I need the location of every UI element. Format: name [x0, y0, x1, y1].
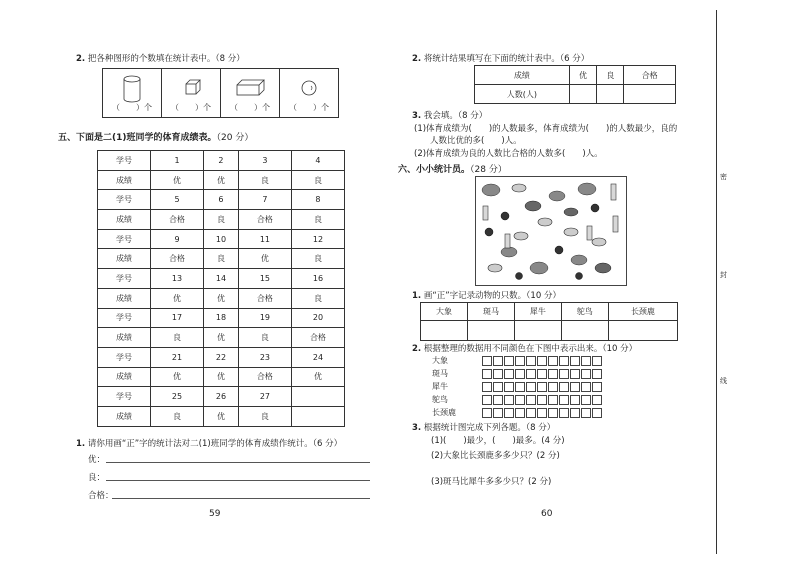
- table-row: [98, 387, 345, 407]
- row-label: 成绩: [98, 288, 151, 308]
- bar-grid-cell[interactable]: [570, 408, 580, 418]
- bar-grid-cell[interactable]: [526, 408, 536, 418]
- bar-grid-cell[interactable]: [515, 395, 525, 405]
- row-label: 学号: [98, 190, 151, 210]
- table-cell: 4: [291, 151, 344, 171]
- bar-grid-cell[interactable]: [493, 408, 503, 418]
- q1-heading: 1. 请你用画“正”字的统计法对二(1)班同学的体育成绩作统计。（6 分）: [76, 439, 343, 449]
- table-cell: 13: [151, 269, 204, 289]
- table-cell: 17: [151, 308, 204, 328]
- section6-heading: 六、小小统计员。（28 分）: [398, 165, 507, 175]
- table-cell: 优: [151, 170, 204, 190]
- row-label: 成绩: [98, 170, 151, 190]
- row-label: 学号: [98, 308, 151, 328]
- bar-grid-cell[interactable]: [537, 395, 547, 405]
- bar-grid-cell[interactable]: [592, 369, 602, 379]
- table-cell: 11: [238, 229, 291, 249]
- binding-char: 密: [720, 173, 727, 181]
- bar-grid-cell[interactable]: [504, 382, 514, 392]
- table-row: [98, 190, 345, 210]
- results-table: [474, 65, 676, 104]
- table-cell: 优: [204, 288, 239, 308]
- bar-grid-cell[interactable]: [559, 395, 569, 405]
- table-cell: 9: [151, 229, 204, 249]
- table-cell: 6: [204, 190, 239, 210]
- table-cell: 优: [204, 367, 239, 387]
- bar-grid-cell[interactable]: [581, 382, 591, 392]
- table-cell: 2: [204, 151, 239, 171]
- bar-grid-cell[interactable]: [515, 382, 525, 392]
- cylinder-count-blank[interactable]: （ ）个: [112, 103, 152, 112]
- table-cell: 优: [151, 367, 204, 387]
- tally-blank[interactable]: [561, 321, 608, 341]
- r-q3-line2: (2)体育成绩为良的人数比合格的人数多( )人。: [414, 149, 603, 159]
- table-cell: 良: [204, 210, 239, 230]
- bar-grid-row: [432, 368, 603, 381]
- table-row: [98, 406, 345, 426]
- table-row: [98, 347, 345, 367]
- bar-grid-cell[interactable]: [548, 395, 558, 405]
- bar-grid-cell[interactable]: [504, 408, 514, 418]
- table-cell: [291, 387, 344, 407]
- table-cell: 合格: [151, 210, 204, 230]
- shapes-table: [102, 68, 338, 118]
- table-cell: 合格: [291, 328, 344, 348]
- bar-grid-cell[interactable]: [504, 369, 514, 379]
- table-cell: 优: [238, 249, 291, 269]
- bar-grid-cell[interactable]: [526, 382, 536, 392]
- r-q2b-heading: 2. 根据整理的数据用不同颜色在下图中表示出来。（10 分）: [412, 344, 638, 354]
- bar-grid-cell[interactable]: [559, 369, 569, 379]
- binding-char: 线: [720, 377, 727, 385]
- r-q3-line1: (1)体育成绩为( )的人数最多，体育成绩为( )的人数最少，良的: [414, 124, 678, 134]
- table-cell: 合格: [238, 367, 291, 387]
- cuboid-count-blank[interactable]: （ ）个: [230, 103, 270, 112]
- bar-grid-cell[interactable]: [581, 395, 591, 405]
- grades-table: [97, 150, 345, 427]
- bar-grid-cell[interactable]: [581, 369, 591, 379]
- bar-grid-cell[interactable]: [493, 369, 503, 379]
- bar-grid-row: [432, 407, 603, 420]
- table-cell: 良: [204, 249, 239, 269]
- bar-grid-cell[interactable]: [482, 356, 492, 366]
- table-cell: 合格: [151, 249, 204, 269]
- tally-blank[interactable]: [514, 321, 561, 341]
- bar-grid-cell[interactable]: [526, 356, 536, 366]
- results-blank[interactable]: [597, 85, 624, 104]
- tally-line-you[interactable]: [106, 462, 370, 463]
- table-cell: 8: [291, 190, 344, 210]
- table-cell: 优: [151, 288, 204, 308]
- table-cell: 26: [204, 387, 239, 407]
- sphere-count-blank[interactable]: （ ）个: [289, 103, 329, 112]
- table-cell: 12: [291, 229, 344, 249]
- table-row: [98, 170, 345, 190]
- table-row: [98, 288, 345, 308]
- row-label: 学号: [98, 387, 151, 407]
- row-label: 学号: [98, 269, 151, 289]
- bar-grid: [432, 355, 603, 420]
- results-header: 优: [569, 66, 596, 85]
- table-cell: 良: [291, 249, 344, 269]
- bar-grid-cell[interactable]: [548, 369, 558, 379]
- sphere-cell: [279, 68, 339, 118]
- bar-grid-cell[interactable]: [537, 382, 547, 392]
- table-cell: 优: [291, 367, 344, 387]
- row-label: 学号: [98, 229, 151, 249]
- table-cell: 良: [151, 406, 204, 426]
- table-row: [98, 328, 345, 348]
- table-cell: 5: [151, 190, 204, 210]
- animal-tally-table: [420, 302, 678, 341]
- row-label: 学号: [98, 347, 151, 367]
- bar-grid-label: 鸵鸟: [432, 395, 448, 404]
- page-number-right: 60: [541, 509, 553, 519]
- bar-grid-cell[interactable]: [548, 408, 558, 418]
- table-cell: 18: [204, 308, 239, 328]
- bar-grid-cell[interactable]: [559, 408, 569, 418]
- bar-grid-row: [432, 381, 603, 394]
- table-cell: 良: [238, 406, 291, 426]
- r-q3-heading: 3. 我会填。（8 分）: [412, 111, 488, 121]
- bar-grid-row: [432, 355, 603, 368]
- section5-heading: 五、下面是二(1)班同学的体育成绩表。（20 分）: [58, 133, 254, 143]
- r-q1-heading: 1. 画“正”字记录动物的只数。（10 分）: [412, 291, 561, 301]
- bar-grid-cell[interactable]: [548, 382, 558, 392]
- bar-grid-cell[interactable]: [493, 356, 503, 366]
- animal-header: 犀牛: [514, 303, 561, 321]
- table-row: [98, 308, 345, 328]
- tally-blank[interactable]: [421, 321, 468, 341]
- bar-grid-label: 犀牛: [432, 382, 448, 391]
- bar-grid-cell[interactable]: [526, 369, 536, 379]
- row-label: 成绩: [98, 406, 151, 426]
- bar-grid-cell[interactable]: [559, 382, 569, 392]
- table-cell: 良: [291, 170, 344, 190]
- bar-grid-cell[interactable]: [570, 395, 580, 405]
- tally-blank[interactable]: [608, 321, 677, 341]
- binding-line: [716, 10, 717, 554]
- table-cell: 良: [238, 170, 291, 190]
- cylinder-cell: [102, 68, 162, 118]
- r-q2-heading: 2. 将统计结果填写在下面的统计表中。（6 分）: [412, 54, 590, 64]
- table-cell: [291, 406, 344, 426]
- table-cell: 良: [291, 288, 344, 308]
- table-cell: 15: [238, 269, 291, 289]
- row-label: 成绩: [98, 210, 151, 230]
- q2-heading: 2. 把各种图形的个数填在统计表中。（8 分）: [76, 54, 245, 64]
- bar-grid-cell[interactable]: [570, 369, 580, 379]
- table-cell: 24: [291, 347, 344, 367]
- row-label: 成绩: [98, 367, 151, 387]
- table-cell: 10: [204, 229, 239, 249]
- bar-grid-cell[interactable]: [493, 395, 503, 405]
- bar-grid-cell[interactable]: [526, 395, 536, 405]
- bar-grid-cell[interactable]: [504, 395, 514, 405]
- page-number-left: 59: [209, 509, 221, 519]
- table-row: [98, 269, 345, 289]
- bar-grid-cell[interactable]: [537, 369, 547, 379]
- bar-grid-cell[interactable]: [504, 356, 514, 366]
- table-row: [98, 151, 345, 171]
- table-row: [98, 367, 345, 387]
- table-cell: 1: [151, 151, 204, 171]
- bar-grid-cell[interactable]: [482, 369, 492, 379]
- table-cell: 25: [151, 387, 204, 407]
- table-cell: 20: [291, 308, 344, 328]
- bar-grid-cell[interactable]: [570, 356, 580, 366]
- tally-blank[interactable]: [467, 321, 514, 341]
- table-cell: 合格: [238, 288, 291, 308]
- table-cell: 14: [204, 269, 239, 289]
- animal-header: 长颈鹿: [608, 303, 677, 321]
- cuboid-cell: [220, 68, 280, 118]
- row-label: 成绩: [98, 249, 151, 269]
- r-q3b-heading: 3. 根据统计图完成下列各题。（8 分）: [412, 423, 556, 433]
- tally-line-liang[interactable]: [106, 480, 370, 481]
- cube-cell: [161, 68, 221, 118]
- bar-grid-label: 斑马: [432, 369, 448, 378]
- table-cell: 良: [291, 210, 344, 230]
- bar-grid-row: [432, 394, 603, 407]
- table-row: [98, 229, 345, 249]
- animals-picture: [475, 176, 627, 286]
- table-cell: 16: [291, 269, 344, 289]
- bar-grid-cell[interactable]: [515, 408, 525, 418]
- r-q3-line1-cont: 人数比优的多( )人。: [430, 136, 522, 146]
- line-label-you: 优：: [88, 455, 106, 465]
- bar-grid-cell[interactable]: [592, 408, 602, 418]
- line-label-liang: 良：: [88, 473, 106, 483]
- bar-grid-cell[interactable]: [581, 356, 591, 366]
- bar-grid-cell[interactable]: [515, 356, 525, 366]
- table-cell: 23: [238, 347, 291, 367]
- binding-char: 封: [720, 271, 727, 279]
- bar-grid-cell[interactable]: [482, 408, 492, 418]
- cube-count-blank[interactable]: （ ）个: [171, 103, 211, 112]
- table-row: [98, 210, 345, 230]
- table-cell: 22: [204, 347, 239, 367]
- results-blank[interactable]: [624, 85, 676, 104]
- bar-grid-cell[interactable]: [581, 408, 591, 418]
- r-q3b-line1: (1)( )最少，( )最多。(4 分): [431, 436, 565, 446]
- bar-grid-cell[interactable]: [592, 356, 602, 366]
- results-header: 合格: [624, 66, 676, 85]
- bar-grid-cell[interactable]: [482, 382, 492, 392]
- row-label: 成绩: [98, 328, 151, 348]
- bar-grid-label: 大象: [432, 356, 448, 365]
- table-cell: 3: [238, 151, 291, 171]
- animal-header: 斑马: [467, 303, 514, 321]
- r-q3b-line3: (3)斑马比犀牛多多少只？(2 分): [431, 477, 552, 487]
- animal-header: 大象: [421, 303, 468, 321]
- bar-grid-cell[interactable]: [548, 356, 558, 366]
- bar-grid-cell[interactable]: [537, 408, 547, 418]
- bar-grid-cell[interactable]: [537, 356, 547, 366]
- table-cell: 优: [204, 328, 239, 348]
- table-cell: 良: [151, 328, 204, 348]
- results-header: 良: [597, 66, 624, 85]
- table-cell: 7: [238, 190, 291, 210]
- bar-grid-cell[interactable]: [592, 395, 602, 405]
- bar-grid-cell[interactable]: [570, 382, 580, 392]
- table-cell: 良: [238, 328, 291, 348]
- table-cell: 优: [204, 406, 239, 426]
- bar-grid-cell[interactable]: [592, 382, 602, 392]
- results-header: 成绩: [475, 66, 570, 85]
- results-row-label: 人数(人): [475, 85, 570, 104]
- line-label-hege: 合格：: [88, 491, 114, 501]
- bar-grid-cell[interactable]: [493, 382, 503, 392]
- bar-grid-cell[interactable]: [482, 395, 492, 405]
- table-cell: 合格: [238, 210, 291, 230]
- table-row: [98, 249, 345, 269]
- bar-grid-cell[interactable]: [515, 369, 525, 379]
- table-cell: 21: [151, 347, 204, 367]
- row-label: 学号: [98, 151, 151, 171]
- tally-line-hege[interactable]: [112, 498, 370, 499]
- bar-grid-cell[interactable]: [559, 356, 569, 366]
- results-blank[interactable]: [569, 85, 596, 104]
- bar-grid-label: 长颈鹿: [432, 408, 456, 417]
- table-cell: 19: [238, 308, 291, 328]
- table-cell: 27: [238, 387, 291, 407]
- r-q3b-line2: (2)大象比长颈鹿多多少只？(2 分): [431, 451, 560, 461]
- animal-header: 鸵鸟: [561, 303, 608, 321]
- table-cell: 优: [204, 170, 239, 190]
